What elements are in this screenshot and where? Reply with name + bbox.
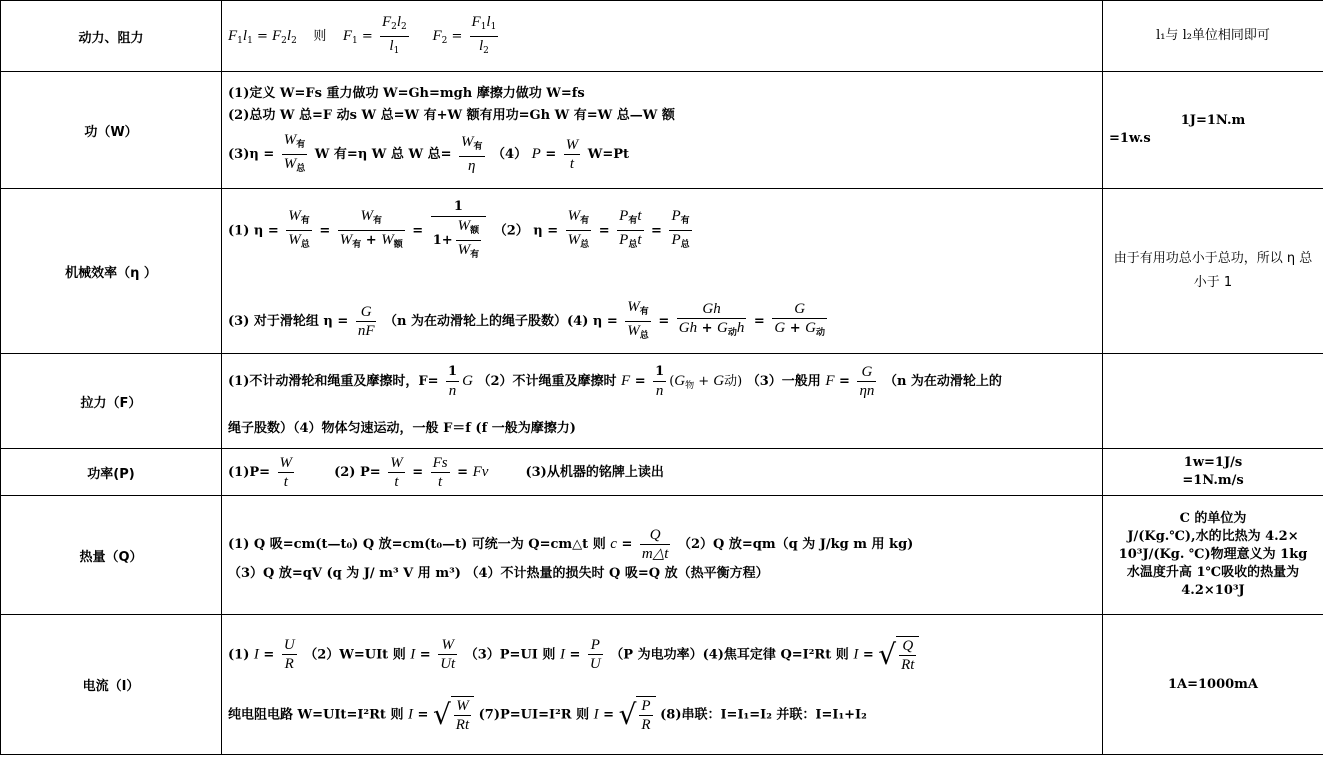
formula-text: （2）不计绳重及摩擦时 xyxy=(477,373,617,389)
formula-line: 绳子股数）（4）物体匀速运动，一般 F＝f (f 一般为摩擦力) xyxy=(228,420,576,436)
fraction: $\frac{F_2l_2}{l_1}$ xyxy=(381,13,407,56)
fraction: $\frac{P_有t}{P_总t}$ xyxy=(619,208,642,250)
formula-text: W 有=η W 总 W 总= xyxy=(314,146,452,162)
formula-text: W=Pt xyxy=(587,146,630,162)
fraction: $\frac{P}{U}$ xyxy=(589,637,601,672)
formula-text: (3) 对于滑轮组 η = xyxy=(228,313,349,329)
note-line: 10³J/(Kg. ℃)物理意义为 1kg xyxy=(1118,547,1308,562)
fraction: $\frac{W}{Ut}$ xyxy=(440,637,456,672)
formula-text: (2) P= xyxy=(334,464,381,480)
formula-text: (1)P= xyxy=(228,464,271,480)
formula-cell: (1)不计动滑轮和绳重及摩擦时，F= $\frac{1}{n}$ G （2）不计绳重及摩擦时 F = $\frac{1}{n}$ ($G_物 + G$动) （3）一般用 F = $\frac{G}{\eta n}$ （n 为在动滑轮上的 绳子股数）（4）物体匀速运动，一般 F＝f (f 一般为摩擦力) xyxy=(222,354,1103,449)
note-line: 水温度升高 1℃吸收的热量为 xyxy=(1126,565,1300,580)
fraction: $\frac{W_有}{W_总}$ xyxy=(283,131,306,174)
formula-text: （4） xyxy=(492,146,528,162)
formula-text: （n 为在动滑轮上的绳子股数）(4) η = xyxy=(384,313,618,329)
formula-text: (3)η = xyxy=(228,146,275,162)
fraction: $\frac{W_有}{W_总}$ xyxy=(288,208,310,250)
row-label: 功率(P) xyxy=(1,449,222,496)
fraction: $\frac{P_有}{P_总}$ xyxy=(671,208,690,250)
fraction: $\frac{G}{\eta n}$ xyxy=(859,363,875,399)
table-row xyxy=(1,496,1323,615)
fraction: 1 1+ $\frac{W_额}{W_有}$ xyxy=(431,198,486,264)
formula-line: (2)总功 W 总=F 动s W 总=W 有+W 额有用功=Gh W 有=W 总—W 额 xyxy=(228,107,675,123)
fraction: $\frac{W_有}{W_总}$ xyxy=(627,298,649,341)
formula-text: (8)串联：I=I₁=I₂ 并联：I=I₁+I₂ xyxy=(660,707,867,722)
formula-text: (1) η = xyxy=(228,223,279,238)
row-label: 机械效率（η ） xyxy=(1,189,222,354)
formula-cell: $F_1l_1 = F_2l_2$ 则 $F_1$ = $\frac{F_2l_2}{l_1}$ $F_2$ = $\frac{F_1l_1}{l_2}$ xyxy=(222,1,1103,72)
fraction: $\frac{Q}{m\triangle t}$ xyxy=(641,526,669,562)
formula-text: （3）一般用 xyxy=(746,373,821,389)
formula-text: （3）P=UI 则 xyxy=(464,647,556,662)
note-cell xyxy=(1103,354,1323,449)
formula-text: （2） η = xyxy=(493,223,559,238)
table-row xyxy=(1,449,1323,496)
square-root: √ $\frac{P}{R}$ xyxy=(619,696,656,734)
formula-line: (1)定义 W=Fs 重力做功 W=Gh=mgh 摩擦力做功 W=fs xyxy=(228,85,585,101)
fraction: $\frac{G}{G + G_动}$ xyxy=(774,301,826,338)
row-label: 电流（I） xyxy=(1,615,222,755)
formula-text: 纯电阻电路 W=UIt=I²Rt 则 xyxy=(228,707,404,722)
note-cell: l₁与 l₂单位相同即可 xyxy=(1103,1,1323,72)
row-label: 动力、阻力 xyxy=(1,1,222,72)
formula-cell: (1)P= $\frac{W}{t}$ (2) P= $\frac{W}{t}$ = $\frac{Fs}{t}$ = Fv (3)从机器的铭牌上读出 xyxy=(222,449,1103,496)
note-line: C 的单位为 xyxy=(1179,511,1247,526)
formula-cell: (1)定义 W=Fs 重力做功 W=Gh=mgh 摩擦力做功 W=fs (2)总功 W 总=F 动s W 总=W 有+W 额有用功=Gh W 有=W 总—W 额 (3)η = $\frac{W_有}{W_总}$ W 有=η W 总 W 总= $\frac{W_有}{\eta}$ （4） P = $\frac{W}{t}$ W=Pt xyxy=(222,72,1103,189)
note-line: 1J=1N.m xyxy=(1180,113,1246,128)
formula-cell: (1) η = $\frac{W_有}{W_总}$ = $\frac{W_有}{W_有 + W_额}$ = 1 1+ $\frac{W_额}{W_有}$ （2） η = $\frac{W_有}{W_总}$ = $\frac{P_有t}{P_总t}$ = $\frac{P_有}{P_总}$ (3) 对于滑轮组 η = $\frac{G}{nF}$ （n 为在动滑轮上的绳子股数）(4) η = $\frac{W_有}{W_总}$ = $\frac{Gh}{Gh + G_动h}$ = $\frac{G}{G + G_动}$ xyxy=(222,189,1103,354)
table-row xyxy=(1,189,1323,354)
note-line: 4.2×10³J xyxy=(1181,583,1245,598)
fraction: $\frac{U}{R}$ xyxy=(283,637,295,672)
row-label: 拉力（F） xyxy=(1,354,222,449)
table-row xyxy=(1,354,1323,449)
fraction: $\frac{W_有}{\eta}$ xyxy=(461,133,483,174)
formula-text: (3)从机器的铭牌上读出 xyxy=(525,464,664,480)
formula-text: (1)不计动滑轮和绳重及摩擦时，F= xyxy=(228,373,439,389)
note-cell xyxy=(1103,72,1323,189)
fraction: $\frac{G}{nF}$ xyxy=(357,303,375,339)
note-cell xyxy=(1103,496,1323,615)
formula-text: (1) Q 吸=cm(t—t₀) Q 放=cm(t₀—t) 可统一为 Q=cm△t 则 xyxy=(228,536,606,552)
note-line: J/(Kg.℃),水的比热为 4.2× xyxy=(1127,529,1299,544)
row-label: 热量（Q） xyxy=(1,496,222,615)
table-row xyxy=(1,615,1323,755)
fraction: $\frac{W}{t}$ xyxy=(390,454,403,490)
note-cell xyxy=(1103,449,1323,496)
formula-text: （P 为电功率）(4)焦耳定律 Q=I²Rt 则 xyxy=(610,647,849,662)
fraction: $\frac{W_有}{W_总}$ xyxy=(567,208,590,250)
fraction: $\frac{F_1l_1}{l_2}$ xyxy=(471,13,497,56)
fraction: $\frac{1}{n}$ xyxy=(448,363,458,399)
formula-line: （3）Q 放=qV (q 为 J/ m³ V 用 m³) （4）不计热量的损失时 Q 吸=Q 放（热平衡方程） xyxy=(228,565,769,581)
row-label: 功（W） xyxy=(1,72,222,189)
formula-text: (7)P=UI=I²R 则 xyxy=(478,707,590,722)
formula-text: (1) xyxy=(228,647,250,662)
fraction: $\frac{W_有}{W_有 + W_额}$ xyxy=(339,208,403,250)
fraction: $\frac{Gh}{Gh + G_动h}$ xyxy=(678,301,745,338)
formula-text: （n 为在动滑轮上的 xyxy=(883,373,1002,389)
fraction: $\frac{W}{t}$ xyxy=(565,136,579,172)
note-line: =1N.m/s xyxy=(1182,473,1244,488)
fraction: $\frac{1}{n}$ xyxy=(655,363,665,399)
square-root: √ $\frac{W}{Rt}$ xyxy=(433,696,474,734)
fraction: $\frac{W}{t}$ xyxy=(279,454,293,490)
table-row xyxy=(1,72,1323,189)
text-then: 则 xyxy=(313,28,327,44)
square-root: √ $\frac{Q}{Rt}$ xyxy=(878,636,919,674)
formula-cell: (1) I = $\frac{U}{R}$ （2）W=UIt 则 I = $\frac{W}{Ut}$ （3）P=UI 则 I = $\frac{P}{U}$ （P 为电功率）(4)焦耳定律 Q=I²Rt 则 I = √ $\frac{Q}{Rt}$ 纯电阻电路 W=UIt=I²Rt 则 I = √ $\frac{W}{Rt}$ (7)P=UI=I²R 则 I = √ $\frac{P}{R}$ (8)串联：I=I₁=I₂ 并联：I=I₁+I₂ xyxy=(222,615,1103,755)
formula-text: （2）Q 放=qm（q 为 J/kg m 用 kg) xyxy=(677,536,914,552)
note-line: 1w=1J/s xyxy=(1183,455,1243,470)
note-cell: 由于有用功总小于总功，所以 η 总小于 1 xyxy=(1103,189,1323,354)
note-cell: 1A=1000mA xyxy=(1103,615,1323,755)
formula-text: （2）W=UIt 则 xyxy=(304,647,406,662)
formula-cell: (1) Q 吸=cm(t—t₀) Q 放=cm(t₀—t) 可统一为 Q=cm△t 则 c = $\frac{Q}{m\triangle t}$ （2）Q 放=qm（q 为 J/kg m 用 kg) （3）Q 放=qV (q 为 J/ m³ V 用 m³) （4）不计热量的损失时 Q 吸=Q 放（热平衡方程） xyxy=(222,496,1103,615)
note-line: =1w.s xyxy=(1109,131,1151,146)
fraction: $\frac{Fs}{t}$ xyxy=(432,454,448,490)
table-row xyxy=(1,1,1323,72)
